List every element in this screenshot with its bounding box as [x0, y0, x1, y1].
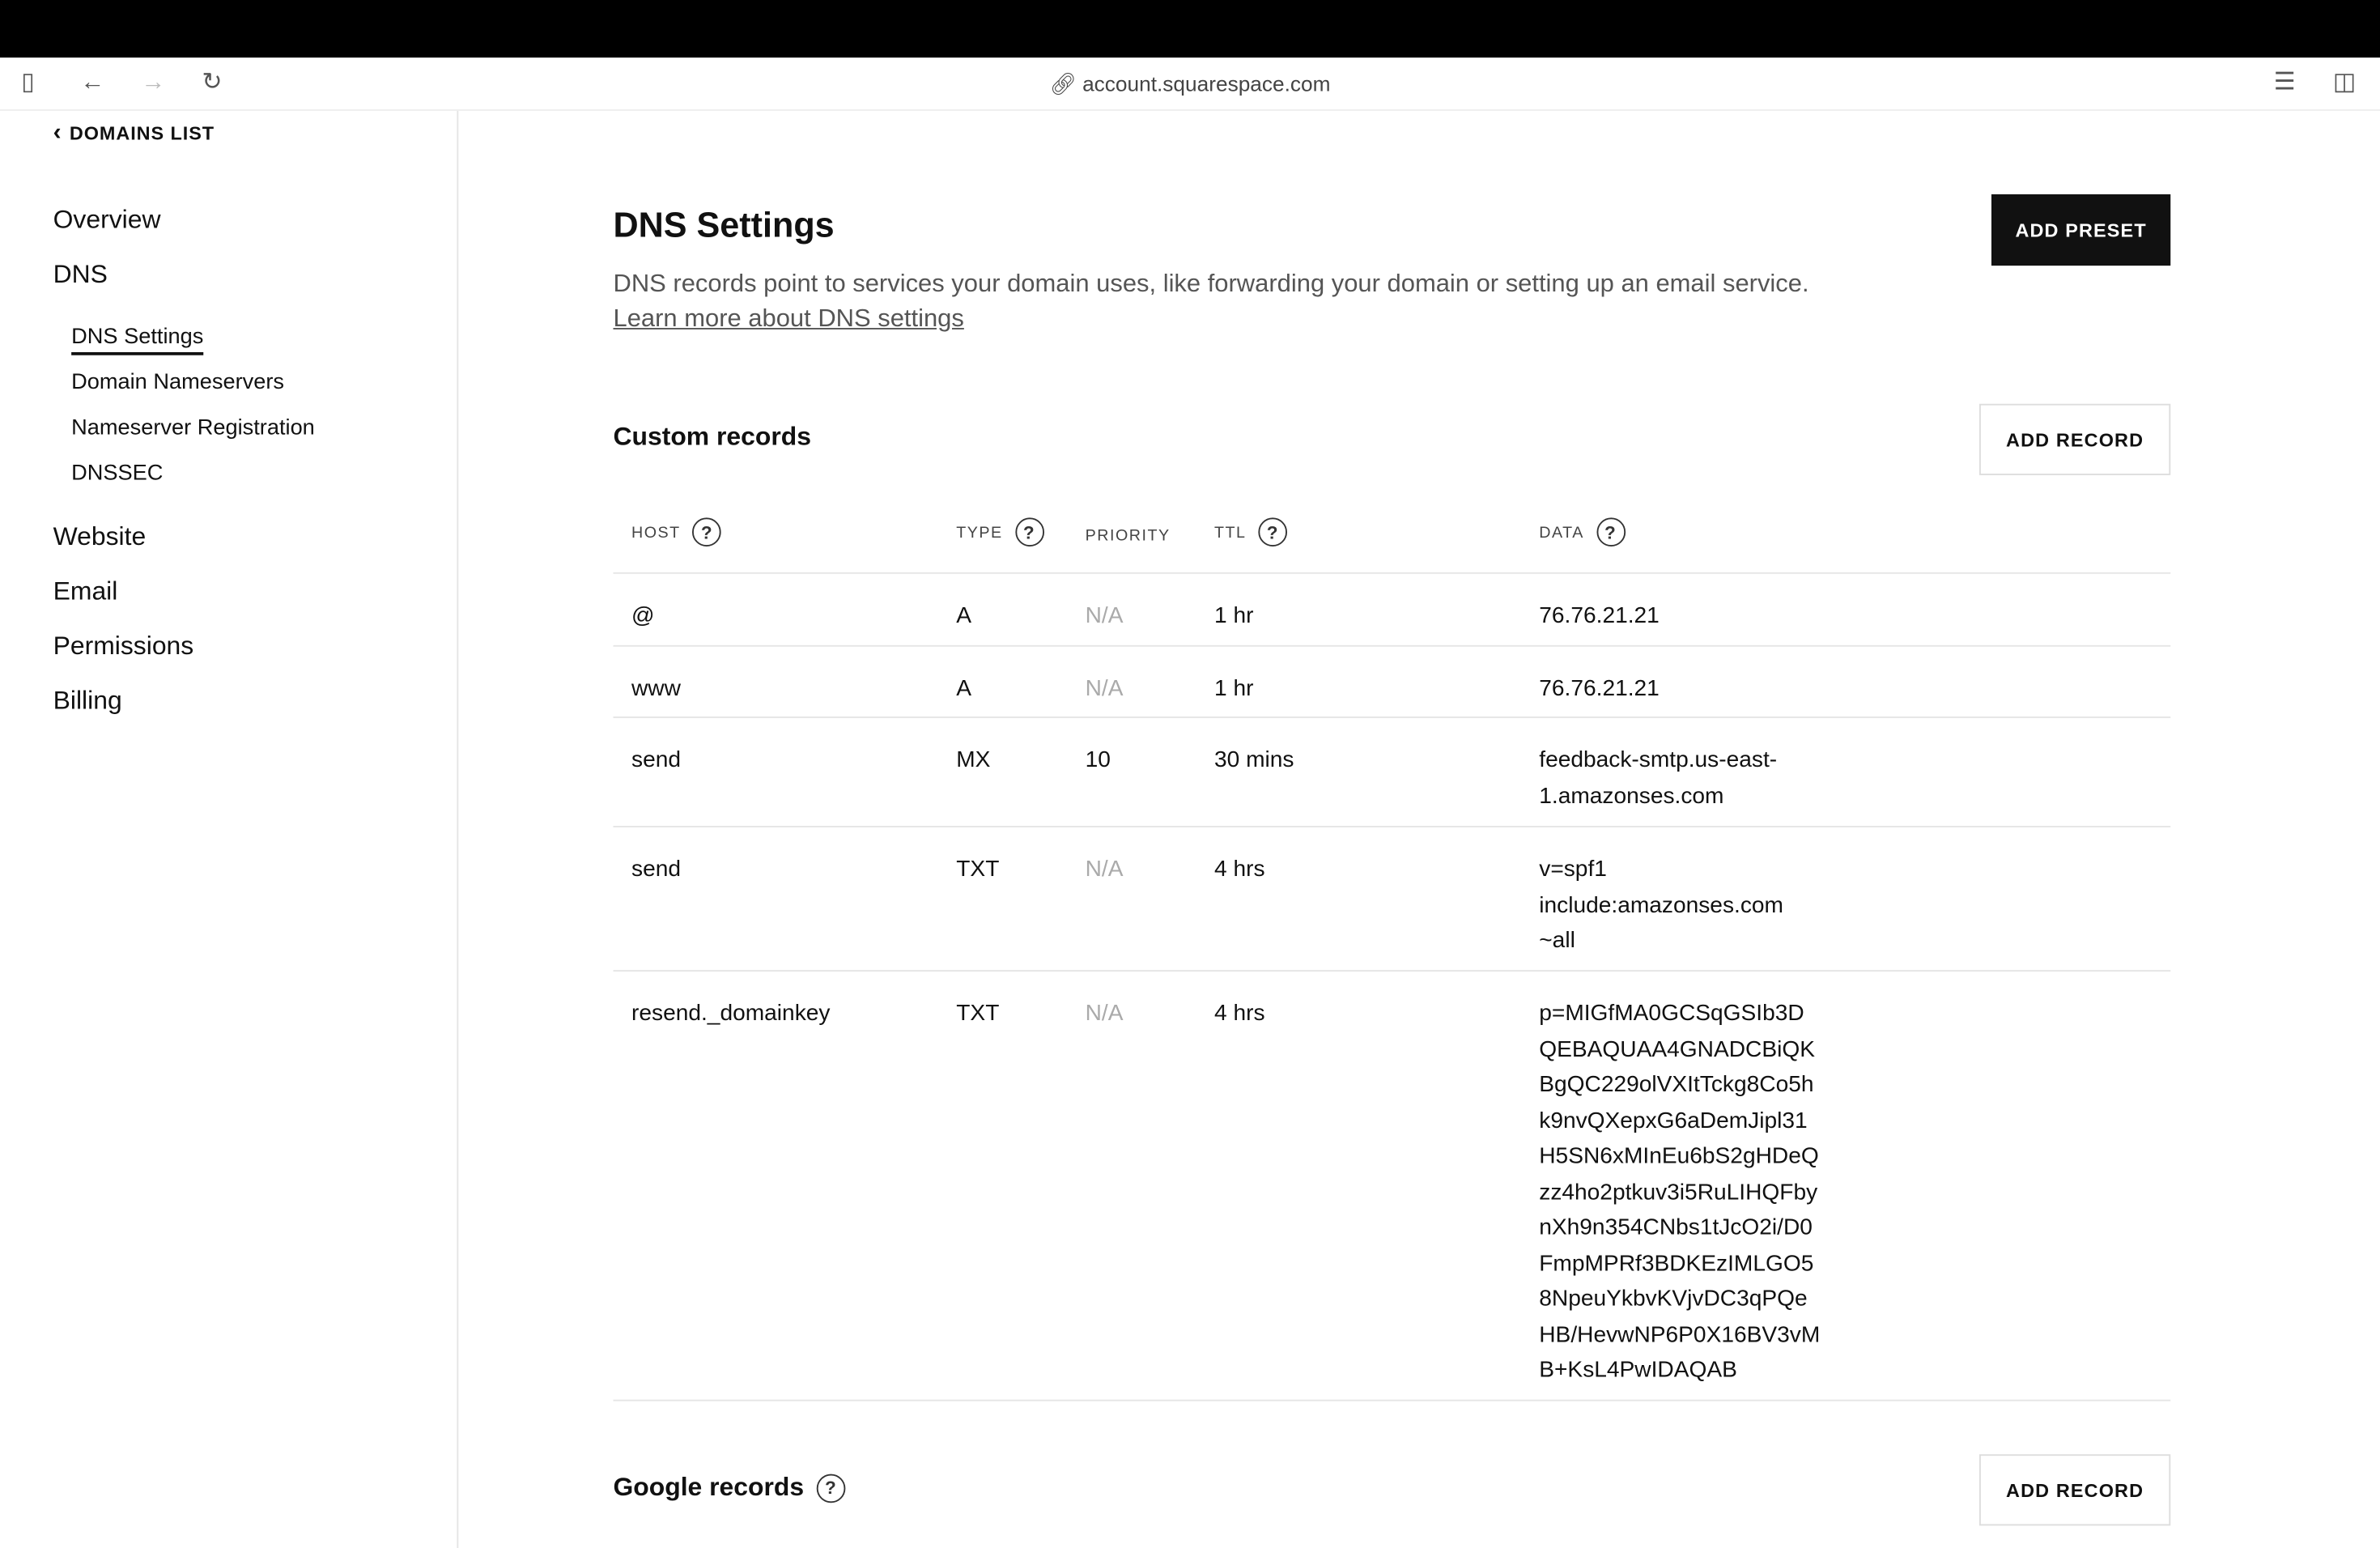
forward-arrow-icon[interactable]: →: [141, 70, 166, 96]
back-arrow-icon[interactable]: ←: [80, 70, 105, 96]
link-icon: 🔗︎: [1049, 71, 1083, 96]
google-records-title: [614, 1473, 845, 1503]
sidebar-sub-dnssec[interactable]: DNSSEC: [71, 461, 164, 486]
help-icon[interactable]: ?: [816, 1474, 845, 1503]
sidebar: [0, 111, 458, 1548]
priority-cell: 10: [1085, 746, 1111, 773]
sidebar-item-overview[interactable]: Overview: [53, 205, 161, 234]
table-row[interactable]: [614, 970, 2171, 1400]
header-label: HOST: [631, 522, 681, 542]
sidebar-item-website[interactable]: Website: [53, 522, 147, 551]
domains-list-link[interactable]: [53, 120, 215, 147]
data-line: HB/HevwNP6P0X16BV3vM: [1539, 1321, 1821, 1348]
sidebar-sub-domain-nameservers[interactable]: Domain Nameservers: [71, 370, 285, 395]
data-line: ~all: [1539, 927, 1575, 954]
sidebar-sub-dns-settings[interactable]: DNS Settings: [71, 325, 203, 355]
data-line: nXh9n354CNbs1tJcO2i/D0: [1539, 1214, 1813, 1240]
data-line: include:amazonses.com: [1539, 891, 1783, 918]
sidebar-item-dns[interactable]: DNS: [53, 259, 108, 289]
ttl-cell: 4 hrs: [1214, 1000, 1265, 1027]
priority-cell: N/A: [1085, 856, 1124, 882]
split-view-icon[interactable]: ◫: [2332, 70, 2357, 96]
host-cell: send: [631, 746, 681, 773]
data-line: QEBAQUAA4GNADCBiQK: [1539, 1036, 1815, 1062]
screen-top-bar: [0, 0, 2380, 57]
priority-cell: N/A: [1085, 675, 1124, 702]
url-text: account.squarespace.com: [1082, 71, 1331, 96]
table-row[interactable]: [614, 826, 2171, 970]
header-ttl: [1214, 517, 1287, 546]
type-cell: TXT: [956, 1000, 1000, 1027]
extensions-icon[interactable]: ☰: [2273, 70, 2296, 96]
data-cell: [1539, 598, 1873, 634]
help-icon[interactable]: ?: [1596, 517, 1626, 546]
reload-icon[interactable]: ↻: [202, 70, 223, 96]
help-icon[interactable]: ?: [1015, 517, 1044, 546]
host-cell: resend._domainkey: [631, 1000, 831, 1027]
data-line: FmpMPRf3BDKEzIMLGO5: [1539, 1250, 1814, 1276]
data-cell: [1539, 852, 1873, 959]
ttl-cell: 30 mins: [1214, 746, 1294, 773]
help-icon[interactable]: ?: [693, 517, 722, 546]
data-line: k9nvQXepxG6aDemJipl31: [1539, 1107, 1808, 1133]
custom-records-label: Custom records: [613, 422, 811, 451]
sidebar-item-email[interactable]: Email: [53, 576, 118, 606]
page-title: DNS Settings: [613, 205, 835, 245]
data-line: zz4ho2ptkuv3i5RuLIHQFby: [1539, 1178, 1818, 1205]
ttl-cell: 1 hr: [1214, 675, 1254, 702]
data-line: BgQC229olVXItTckg8Co5h: [1539, 1071, 1814, 1098]
data-cell: [1539, 671, 1873, 707]
google-records-label: Google records: [613, 1472, 805, 1502]
table-row[interactable]: [614, 717, 2171, 826]
add-preset-button[interactable]: ADD PRESET: [1991, 194, 2170, 266]
sidebar-toggle-icon[interactable]: ▯: [21, 70, 35, 96]
add-google-record-button[interactable]: ADD RECORD: [1979, 1454, 2170, 1525]
custom-records-title: [614, 422, 811, 453]
data-line: feedback-smtp.us-east-: [1539, 746, 1778, 773]
priority-cell: N/A: [1085, 1000, 1124, 1027]
type-cell: TXT: [956, 856, 1000, 882]
chevron-left-icon: ‹: [53, 120, 70, 146]
table-row[interactable]: [614, 572, 2171, 645]
host-cell: @: [631, 602, 655, 629]
data-cell: [1539, 996, 1873, 1389]
sidebar-item-billing[interactable]: Billing: [53, 686, 122, 716]
header-label: TTL: [1214, 522, 1247, 542]
header-host: [631, 517, 721, 546]
address-bar[interactable]: [0, 71, 2380, 97]
data-line: p=MIGfMA0GCSqGSIb3D: [1539, 1000, 1804, 1027]
page-description: DNS records point to services your domain uses, like forwarding your domain or setting up an email service.: [613, 270, 1809, 298]
header-label: DATA: [1539, 522, 1584, 542]
sidebar-sub-nameserver-registration[interactable]: Nameserver Registration: [71, 415, 315, 440]
type-cell: A: [956, 675, 972, 702]
add-custom-record-button[interactable]: ADD RECORD: [1979, 404, 2170, 475]
data-cell: [1539, 742, 1873, 814]
data-line: B+KsL4PwIDAQAB: [1539, 1357, 1737, 1384]
data-line: 8NpeuYkbvKVjvDC3qPQe: [1539, 1286, 1808, 1312]
browser-toolbar: [0, 57, 2380, 111]
data-line: 76.76.21.21: [1539, 602, 1660, 629]
ttl-cell: 1 hr: [1214, 602, 1254, 629]
data-line: 1.amazonses.com: [1539, 782, 1724, 809]
header-label: PRIORITY: [1085, 526, 1171, 546]
header-priority: [1086, 527, 1171, 546]
back-label: DOMAINS LIST: [69, 122, 215, 145]
type-cell: MX: [956, 746, 991, 773]
host-cell: www: [631, 675, 681, 702]
learn-more-link[interactable]: Learn more about DNS settings: [613, 304, 964, 333]
sidebar-item-permissions[interactable]: Permissions: [53, 632, 194, 661]
header-label: TYPE: [956, 522, 1003, 542]
data-line: v=spf1: [1539, 856, 1607, 882]
ttl-cell: 4 hrs: [1214, 856, 1265, 882]
priority-cell: N/A: [1085, 602, 1124, 629]
divider: [614, 1400, 2171, 1401]
data-line: 76.76.21.21: [1539, 675, 1660, 702]
host-cell: send: [631, 856, 681, 882]
data-line: H5SN6xMInEu6bS2gHDeQ: [1539, 1142, 1819, 1169]
type-cell: A: [956, 602, 972, 629]
header-data: [1539, 517, 1625, 546]
help-icon[interactable]: ?: [1259, 517, 1288, 546]
table-row[interactable]: [614, 645, 2171, 717]
header-type: [956, 517, 1043, 546]
